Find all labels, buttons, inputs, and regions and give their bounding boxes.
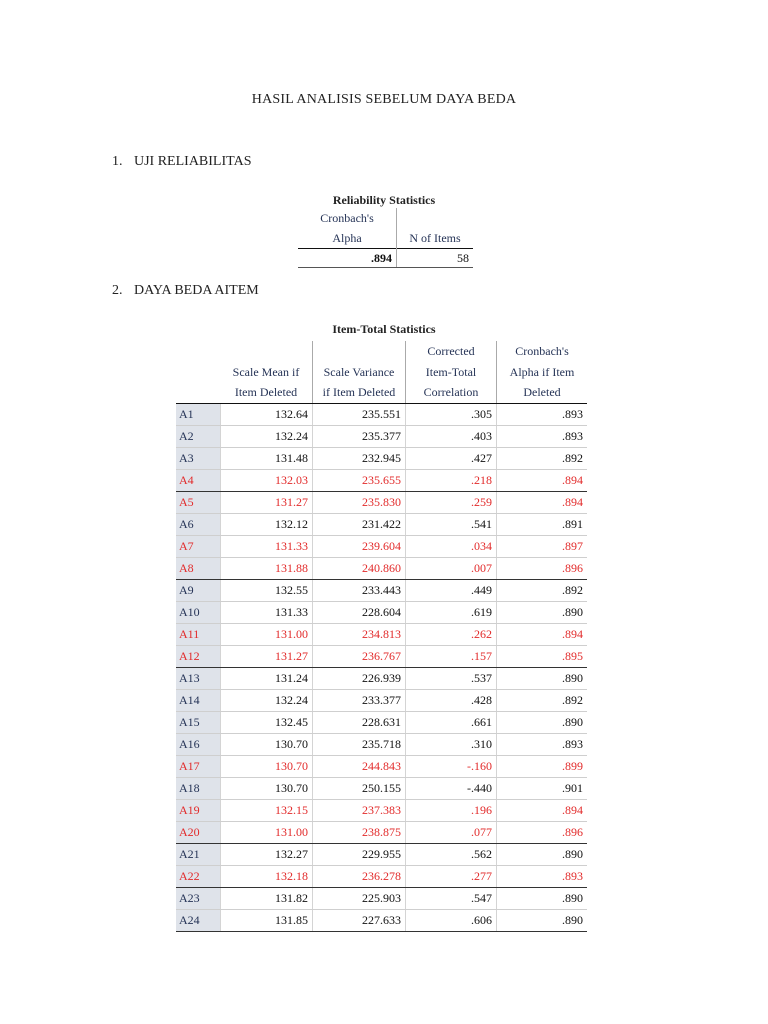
alpha-if-deleted-cell: .894 [497, 492, 588, 514]
header-line: Scale Mean if [232, 364, 300, 379]
scale-variance-cell: 227.633 [313, 910, 406, 932]
table-row [176, 822, 587, 844]
scale-variance-cell: 228.631 [313, 712, 406, 734]
scale-variance-cell: 239.604 [313, 536, 406, 558]
correlation-cell: .310 [406, 734, 497, 756]
alpha-if-deleted-cell: .894 [497, 624, 588, 646]
table-row [176, 580, 587, 602]
scale-mean-cell: 131.24 [220, 668, 313, 690]
correlation-cell: .427 [406, 448, 497, 470]
alpha-if-deleted-cell: .891 [497, 514, 588, 536]
item-label-cell: A23 [176, 888, 220, 910]
correlation-cell: .541 [406, 514, 497, 536]
scale-mean-cell: 132.03 [220, 470, 313, 492]
scale-mean-cell: 131.00 [220, 624, 313, 646]
correlation-cell: .277 [406, 866, 497, 888]
scale-mean-cell: 132.64 [220, 404, 313, 426]
table-row [176, 558, 587, 580]
table-row [176, 404, 587, 426]
scale-mean-cell: 131.00 [220, 822, 313, 844]
item-label-cell: A5 [176, 492, 220, 514]
alpha-if-deleted-cell: .893 [497, 426, 588, 448]
header-line: Alpha [332, 231, 362, 245]
scale-mean-cell: 131.27 [220, 492, 313, 514]
scale-mean-cell: 131.33 [220, 536, 313, 558]
scale-variance-cell: 235.655 [313, 470, 406, 492]
item-label-cell: A11 [176, 624, 220, 646]
correlation-cell: .196 [406, 800, 497, 822]
alpha-if-deleted-cell: .893 [497, 734, 588, 756]
header-line: Scale Variance [323, 364, 395, 379]
scale-variance-cell: 235.718 [313, 734, 406, 756]
alpha-if-deleted-cell: .890 [497, 888, 588, 910]
table-row [176, 536, 587, 558]
scale-mean-cell: 132.24 [220, 426, 313, 448]
table-row [176, 844, 587, 866]
item-label-cell: A19 [176, 800, 220, 822]
header-line: Correlation [423, 385, 479, 400]
correlation-cell: .259 [406, 492, 497, 514]
item-label-cell: A13 [176, 668, 220, 690]
alpha-if-deleted-cell: .901 [497, 778, 588, 800]
item-label-cell: A21 [176, 844, 220, 866]
scale-mean-cell: 131.85 [220, 910, 313, 932]
scale-variance-cell: 244.843 [313, 756, 406, 778]
item-label-cell: A6 [176, 514, 220, 536]
scale-mean-cell: 130.70 [220, 756, 313, 778]
item-label-cell: A2 [176, 426, 220, 448]
scale-variance-cell: 233.377 [313, 690, 406, 712]
correlation-cell: .218 [406, 470, 497, 492]
correlation-cell: .661 [406, 712, 497, 734]
table-row [176, 712, 587, 734]
correlation-cell: .305 [406, 404, 497, 426]
scale-mean-cell: 130.70 [220, 778, 313, 800]
scale-variance-cell: 234.813 [313, 624, 406, 646]
correlation-cell: .449 [406, 580, 497, 602]
alpha-if-deleted-cell: .890 [497, 910, 588, 932]
header-alpha-if-deleted [497, 341, 588, 404]
header-scale-mean [220, 341, 313, 404]
scale-variance-cell: 235.551 [313, 404, 406, 426]
alpha-if-deleted-cell: .897 [497, 536, 588, 558]
alpha-if-deleted-cell: .892 [497, 690, 588, 712]
item-label-cell: A17 [176, 756, 220, 778]
reliability-table [298, 208, 473, 268]
alpha-if-deleted-cell: .890 [497, 844, 588, 866]
header-n-items: N of Items [409, 231, 461, 245]
scale-variance-cell: 240.860 [313, 558, 406, 580]
item-label-cell: A8 [176, 558, 220, 580]
scale-variance-cell: 231.422 [313, 514, 406, 536]
header-line: Item-Total [425, 364, 477, 379]
item-label-cell: A14 [176, 690, 220, 712]
table-row [176, 756, 587, 778]
section-label: DAYA BEDA AITEM [134, 283, 259, 298]
table-row [176, 734, 587, 756]
item-label-cell: A12 [176, 646, 220, 668]
header-line: Item Deleted [234, 385, 298, 400]
item-total-table [176, 341, 587, 932]
section-heading-reliability [112, 154, 251, 170]
item-label-cell: A1 [176, 404, 220, 426]
scale-variance-cell: 225.903 [313, 888, 406, 910]
alpha-if-deleted-cell: .896 [497, 822, 588, 844]
item-label-cell: A24 [176, 910, 220, 932]
table-row [176, 888, 587, 910]
section-label: UJI RELIABILITAS [134, 154, 252, 169]
correlation-cell: .157 [406, 646, 497, 668]
scale-mean-cell: 132.24 [220, 690, 313, 712]
header-cronbach-alpha [298, 208, 397, 249]
correlation-cell: -.440 [406, 778, 497, 800]
header-line: Deleted [523, 385, 561, 400]
scale-mean-cell: 131.82 [220, 888, 313, 910]
alpha-if-deleted-cell: .895 [497, 646, 588, 668]
header-row [176, 341, 587, 404]
header-line: Cronbach's [515, 344, 569, 358]
scale-mean-cell: 131.88 [220, 558, 313, 580]
table-row [176, 514, 587, 536]
alpha-if-deleted-cell: .890 [497, 668, 588, 690]
correlation-cell: .537 [406, 668, 497, 690]
scale-mean-cell: 132.55 [220, 580, 313, 602]
item-total-caption: Item-Total Statistics [332, 322, 436, 336]
alpha-value: .894 [298, 249, 397, 268]
correlation-cell: .606 [406, 910, 497, 932]
section-heading-discrimination [112, 283, 259, 299]
item-label-cell: A9 [176, 580, 220, 602]
correlation-cell: .428 [406, 690, 497, 712]
correlation-cell: -.160 [406, 756, 497, 778]
table-row [176, 448, 587, 470]
table-row [176, 866, 587, 888]
correlation-cell: .077 [406, 822, 497, 844]
correlation-cell: .262 [406, 624, 497, 646]
scale-mean-cell: 131.48 [220, 448, 313, 470]
scale-mean-cell: 132.12 [220, 514, 313, 536]
scale-variance-cell: 235.830 [313, 492, 406, 514]
scale-variance-cell: 229.955 [313, 844, 406, 866]
alpha-if-deleted-cell: .892 [497, 448, 588, 470]
correlation-cell: .619 [406, 602, 497, 624]
alpha-if-deleted-cell: .899 [497, 756, 588, 778]
item-label-cell: A20 [176, 822, 220, 844]
table-row [176, 624, 587, 646]
table-row [176, 426, 587, 448]
scale-mean-cell: 132.15 [220, 800, 313, 822]
scale-mean-cell: 131.27 [220, 646, 313, 668]
item-label-cell: A15 [176, 712, 220, 734]
alpha-if-deleted-cell: .896 [497, 558, 588, 580]
alpha-if-deleted-cell: .893 [497, 866, 588, 888]
scale-variance-cell: 237.383 [313, 800, 406, 822]
scale-mean-cell: 132.18 [220, 866, 313, 888]
scale-variance-cell: 238.875 [313, 822, 406, 844]
scale-mean-cell: 131.33 [220, 602, 313, 624]
correlation-cell: .403 [406, 426, 497, 448]
document-title: HASIL ANALISIS SEBELUM DAYA BEDA [251, 92, 517, 107]
header-line: if Item Deleted [322, 385, 396, 400]
scale-variance-cell: 232.945 [313, 448, 406, 470]
table-row [176, 646, 587, 668]
item-label-cell: A16 [176, 734, 220, 756]
scale-variance-cell: 233.443 [313, 580, 406, 602]
alpha-if-deleted-cell: .892 [497, 580, 588, 602]
item-label-cell: A22 [176, 866, 220, 888]
correlation-cell: .034 [406, 536, 497, 558]
table-row [176, 910, 587, 932]
n-items-value: 58 [397, 249, 474, 268]
header-item [176, 341, 220, 404]
table-row [176, 800, 587, 822]
alpha-if-deleted-cell: .894 [497, 470, 588, 492]
item-label-cell: A4 [176, 470, 220, 492]
scale-mean-cell: 132.27 [220, 844, 313, 866]
item-label-cell: A10 [176, 602, 220, 624]
scale-variance-cell: 235.377 [313, 426, 406, 448]
scale-variance-cell: 236.278 [313, 866, 406, 888]
correlation-cell: .547 [406, 888, 497, 910]
header-line: Cronbach's [320, 211, 374, 225]
scale-variance-cell: 228.604 [313, 602, 406, 624]
scale-variance-cell: 250.155 [313, 778, 406, 800]
header-line: Corrected [427, 344, 475, 358]
reliability-caption: Reliability Statistics [332, 193, 436, 207]
table-row [176, 778, 587, 800]
section-number: 1. [112, 154, 123, 169]
scale-variance-cell: 226.939 [313, 668, 406, 690]
table-row [176, 470, 587, 492]
table-row [176, 690, 587, 712]
item-label-cell: A7 [176, 536, 220, 558]
header-line: Alpha if Item [509, 364, 575, 379]
table-row [176, 602, 587, 624]
section-number: 2. [112, 283, 123, 298]
scale-variance-cell: 236.767 [313, 646, 406, 668]
alpha-if-deleted-cell: .893 [497, 404, 588, 426]
header-scale-variance [313, 341, 406, 404]
alpha-if-deleted-cell: .894 [497, 800, 588, 822]
scale-mean-cell: 130.70 [220, 734, 313, 756]
scale-mean-cell: 132.45 [220, 712, 313, 734]
correlation-cell: .562 [406, 844, 497, 866]
header-corrected-correlation [406, 341, 497, 404]
table-row [176, 668, 587, 690]
correlation-cell: .007 [406, 558, 497, 580]
alpha-if-deleted-cell: .890 [497, 602, 588, 624]
alpha-if-deleted-cell: .890 [497, 712, 588, 734]
table-row [176, 492, 587, 514]
item-label-cell: A18 [176, 778, 220, 800]
item-label-cell: A3 [176, 448, 220, 470]
